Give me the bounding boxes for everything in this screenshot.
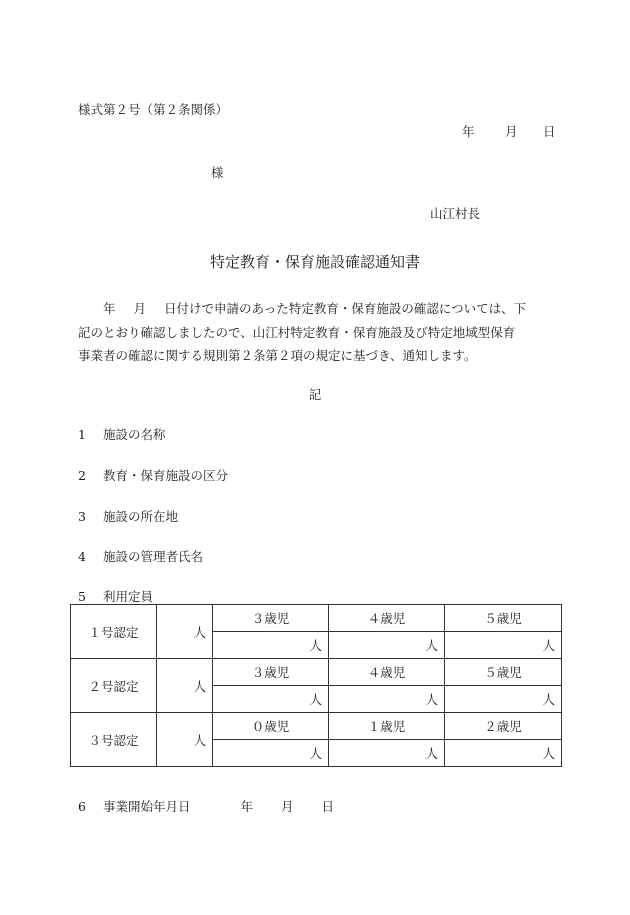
date-year-label: 年 bbox=[462, 124, 475, 139]
age-header-cell: ３歳児 bbox=[213, 659, 329, 686]
age-header-cell: ３歳児 bbox=[213, 605, 329, 632]
age-header-cell: ５歳児 bbox=[445, 659, 562, 686]
total-unit-cell: 人 bbox=[157, 659, 213, 713]
count-unit-cell: 人 bbox=[329, 740, 445, 767]
table-row bbox=[71, 605, 562, 632]
item-number: 5 bbox=[78, 589, 86, 604]
item-capacity bbox=[78, 587, 153, 605]
age-header-cell: ２歳児 bbox=[445, 713, 562, 740]
table-row bbox=[71, 713, 562, 740]
start-day-label: 日 bbox=[321, 799, 335, 814]
count-unit-cell: 人 bbox=[329, 632, 445, 659]
item-facility-address bbox=[78, 507, 178, 525]
age-header-cell: ４歳児 bbox=[329, 659, 445, 686]
start-month-label: 月 bbox=[281, 799, 294, 814]
item-label: 事業開始年月日 bbox=[103, 799, 191, 814]
addressee-suffix: 様 bbox=[211, 165, 224, 180]
count-unit-cell: 人 bbox=[445, 740, 562, 767]
body-line-3: 事業者の確認に関する規則第２条第２項の規定に基づき、通知します。 bbox=[78, 348, 477, 363]
form-number: 様式第２号（第２条関係） bbox=[78, 102, 229, 117]
body-line-2: 記のとおり確認しましたので、山江村特定教育・保育施設及び特定地域型保育 bbox=[78, 324, 516, 340]
item-label: 施設の所在地 bbox=[103, 509, 179, 524]
count-unit-cell: 人 bbox=[445, 686, 562, 713]
age-header-cell: ０歳児 bbox=[213, 713, 329, 740]
item-label: 教育・保育施設の区分 bbox=[103, 468, 229, 483]
category-cell: ３号認定 bbox=[71, 713, 157, 767]
item-facility-name bbox=[78, 425, 166, 443]
item-number: 1 bbox=[78, 427, 86, 442]
date-month-label: 月 bbox=[505, 124, 518, 139]
item-manager-name bbox=[78, 547, 203, 565]
item-number: 4 bbox=[78, 549, 86, 564]
body-month-label: 月 bbox=[133, 301, 147, 316]
document-title: 特定教育・保育施設確認通知書 bbox=[209, 253, 420, 271]
issuer-name: 山江村長 bbox=[430, 206, 481, 221]
item-number: 2 bbox=[78, 468, 86, 483]
count-unit-cell: 人 bbox=[213, 740, 329, 767]
total-unit-cell: 人 bbox=[157, 713, 213, 767]
item-label: 施設の管理者氏名 bbox=[103, 549, 204, 564]
item-number: 3 bbox=[78, 509, 86, 524]
body-line-1 bbox=[78, 297, 560, 321]
count-unit-cell: 人 bbox=[445, 632, 562, 659]
count-unit-cell: 人 bbox=[213, 686, 329, 713]
count-unit-cell: 人 bbox=[213, 632, 329, 659]
age-header-cell: １歳児 bbox=[329, 713, 445, 740]
capacity-table bbox=[70, 604, 562, 767]
category-cell: １号認定 bbox=[71, 605, 157, 659]
table-row bbox=[71, 659, 562, 686]
age-header-cell: ４歳児 bbox=[329, 605, 445, 632]
total-unit-cell: 人 bbox=[157, 605, 213, 659]
notice-body bbox=[78, 297, 560, 368]
ki-heading: 記 bbox=[308, 387, 322, 402]
date-day-label: 日 bbox=[543, 124, 556, 139]
count-unit-cell: 人 bbox=[329, 686, 445, 713]
category-cell: ２号認定 bbox=[71, 659, 157, 713]
item-label: 施設の名称 bbox=[103, 427, 166, 442]
start-year-label: 年 bbox=[240, 799, 254, 814]
item-facility-category bbox=[78, 466, 228, 484]
age-header-cell: ５歳児 bbox=[445, 605, 562, 632]
item-start-date bbox=[78, 797, 334, 815]
body-year-label: 年 bbox=[103, 301, 116, 316]
item-number: 6 bbox=[78, 799, 86, 814]
body-line-1-text: 日付けで申請のあった特定教育・保育施設の確認については、下 bbox=[164, 301, 527, 316]
item-label: 利用定員 bbox=[103, 589, 154, 604]
